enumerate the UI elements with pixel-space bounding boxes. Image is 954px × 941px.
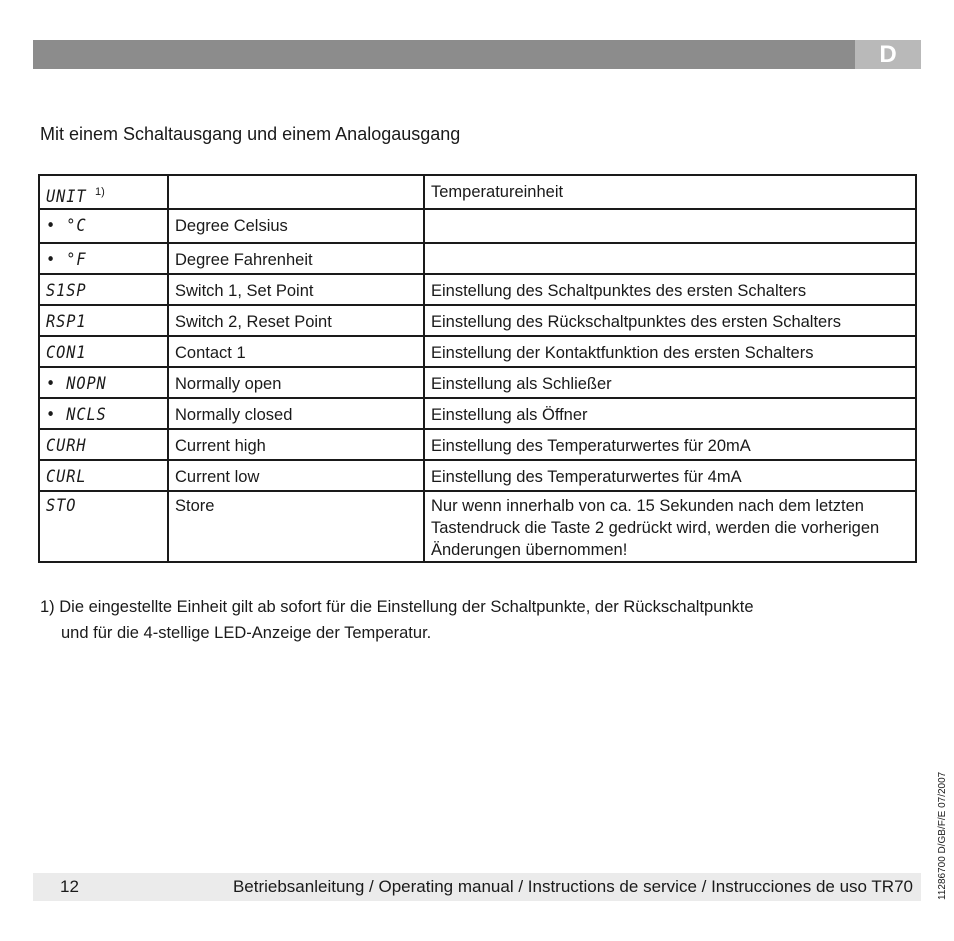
name-cell: Switch 2, Reset Point <box>168 305 424 336</box>
table-row <box>39 398 916 429</box>
footer-bar <box>33 873 921 901</box>
name-cell: Degree Celsius <box>168 209 424 243</box>
description-cell <box>424 209 916 243</box>
description-cell: Temperatureinheit <box>424 175 916 209</box>
segment-code: UNIT <box>46 186 87 207</box>
document-code: 11286700 D/GB/F/E 07/2007 <box>937 771 948 900</box>
table-row <box>39 460 916 491</box>
segment-code: CON1 <box>46 343 87 363</box>
name-cell: Contact 1 <box>168 336 424 367</box>
code-cell <box>39 398 168 429</box>
footnote <box>40 594 754 646</box>
segment-code: RSP1 <box>46 312 87 332</box>
code-cell <box>39 336 168 367</box>
header-bar <box>33 40 921 69</box>
code-cell <box>39 243 168 274</box>
description-cell: Nur wenn innerhalb von ca. 15 Sekunden nach dem letzten Tastendruck die Taste 2 gedrückt wird, werden die vorherigen Änderungen übernommen! <box>424 491 916 562</box>
description-cell: Einstellung des Rückschaltpunktes des ersten Schalters <box>424 305 916 336</box>
description-cell: Einstellung des Temperaturwertes für 20mA <box>424 429 916 460</box>
table-row <box>39 336 916 367</box>
table-row <box>39 367 916 398</box>
code-cell <box>39 209 168 243</box>
segment-code: S1SP <box>46 281 87 301</box>
table-row <box>39 274 916 305</box>
language-tab: D <box>855 40 921 69</box>
table-row <box>39 243 916 274</box>
code-cell <box>39 367 168 398</box>
segment-code: • °F <box>46 250 87 270</box>
code-cell <box>39 460 168 491</box>
table-row <box>39 491 916 562</box>
code-cell <box>39 175 168 209</box>
footnote-line-2: und für die 4-stellige LED-Anzeige der Temperatur. <box>61 624 432 642</box>
name-cell: Current low <box>168 460 424 491</box>
table-row <box>39 209 916 243</box>
description-cell: Einstellung der Kontaktfunktion des ersten Schalters <box>424 336 916 367</box>
segment-code: • NOPN <box>46 374 107 394</box>
name-cell <box>168 175 424 209</box>
name-cell: Normally open <box>168 367 424 398</box>
code-cell <box>39 274 168 305</box>
segment-code: CURH <box>46 436 87 456</box>
parameter-table <box>38 174 917 563</box>
name-cell: Normally closed <box>168 398 424 429</box>
description-cell: Einstellung des Temperaturwertes für 4mA <box>424 460 916 491</box>
name-cell: Store <box>168 491 424 562</box>
table-row <box>39 429 916 460</box>
name-cell: Switch 1, Set Point <box>168 274 424 305</box>
segment-code: CURL <box>46 467 87 487</box>
description-cell: Einstellung des Schaltpunktes des ersten Schalters <box>424 274 916 305</box>
description-cell: Einstellung als Schließer <box>424 367 916 398</box>
footnote-marker: 1) <box>94 186 105 198</box>
segment-code: STO <box>46 496 77 516</box>
page-number: 12 <box>60 877 79 896</box>
table-row <box>39 305 916 336</box>
segment-code: • NCLS <box>46 405 107 425</box>
code-cell <box>39 491 168 562</box>
table-row <box>39 175 916 209</box>
name-cell: Current high <box>168 429 424 460</box>
segment-code: • °C <box>46 216 87 236</box>
manual-title: Betriebsanleitung / Operating manual / Instructions de service / Instrucciones de uso TR70 <box>232 877 913 896</box>
code-cell <box>39 305 168 336</box>
code-cell <box>39 429 168 460</box>
footnote-line-1: 1) Die eingestellte Einheit gilt ab sofort für die Einstellung der Schaltpunkte, der Rückschaltpunkte <box>40 598 754 616</box>
description-cell: Einstellung als Öffner <box>424 398 916 429</box>
description-cell <box>424 243 916 274</box>
section-title: Mit einem Schaltausgang und einem Analogausgang <box>40 124 461 144</box>
name-cell: Degree Fahrenheit <box>168 243 424 274</box>
